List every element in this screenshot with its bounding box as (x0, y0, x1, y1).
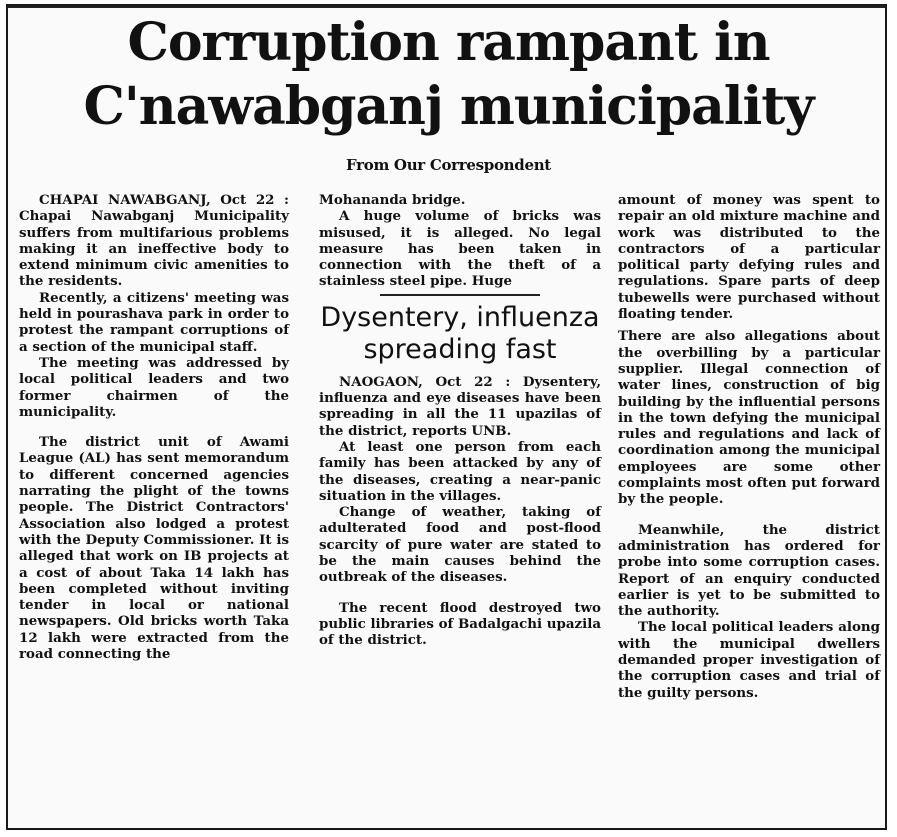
paragraph: There are also allegations about the overbilling by a particular supplier. Illegal connection of water lines, construction of big building by the influential persons in the town defying the municipal rules and regulations and lack of coordination among the municipal employees are some other complaints most often put forward by the people. (618, 328, 880, 508)
paragraph: CHAPAI NAWABGANJ, Oct 22 : Chapai Nawabganj Municipality suffers from multifarious problems making it an ineffective body to extend minimum civic amenities to the residents. (19, 192, 289, 290)
divider-rule (380, 294, 540, 296)
column-1 (19, 192, 289, 662)
paragraph-gap (319, 586, 601, 600)
headline-line-2: C'nawabganj municipality (83, 76, 814, 137)
newspaper-clipping (6, 4, 887, 830)
paragraph: The meeting was addressed by local political leaders and two former chairmen of the municipality. (19, 354, 289, 420)
paragraph: The district unit of Awami League (AL) has sent memorandum to different concerned agencies narrating the plight of the towns people. The District Contractors' Association also lodged a protest with the Deputy Commissioner. It is alleged that work on IB projects at a cost of about Taka 14 lakh has been completed without inviting tender in local or national newspapers. Old bricks worth Taka 12 lakh were extracted from the road connecting the (19, 434, 289, 663)
paragraph: At least one person from each family has been attacked by any of the diseases, creating a near-panic situation in the villages. (319, 438, 601, 504)
paragraph: Mohananda bridge. (319, 192, 466, 208)
paragraph: Recently, a citizens' meeting was held in pourashava park in order to protest the rampant corruptions of a section of the municipal staff. (19, 289, 289, 355)
paragraph: Meanwhile, the district administration has ordered for probe into some corruption cases. Report of an enquiry conducted earlier is yet to be submitted to the authority. (618, 521, 880, 620)
column-2 (319, 192, 601, 649)
paragraph-gap (19, 420, 289, 434)
paragraph-gap (618, 508, 880, 522)
headline-line-1: Corruption rampant in (127, 12, 770, 73)
paragraph: NAOGAON, Oct 22 : Dysentery, influenza and eye diseases have been spreading in all the 11 upazilas of the district, reports UNB. (319, 373, 601, 439)
paragraph: The recent flood destroyed two public libraries of Badalgachi upazila of the district. (319, 599, 601, 649)
paragraph: The local political leaders along with the municipal dwellers demanded proper investigation of the corruption cases and trial of the guilty persons. (618, 619, 880, 701)
top-rule (8, 6, 885, 8)
paragraph: Change of weather, taking of adulterated food and post-flood scarcity of pure water are stated to be the main causes behind the outbreak of the diseases. (319, 504, 601, 586)
paragraph: amount of money was spent to repair an old mixture machine and work was distributed to the contractors of a particular political party defying rules and regulations. Spare parts of deep tubewells were purchased without floating tender. (618, 192, 880, 323)
column-3 (618, 192, 880, 701)
byline: From Our Correspondent (346, 156, 551, 174)
paragraph: A huge volume of bricks was misused, it is alleged. No legal measure has been taken in connection with the theft of a stainless steel pipe. Huge (319, 208, 601, 290)
story-2-headline: Dysentery, influenza spreading fast (320, 301, 600, 365)
